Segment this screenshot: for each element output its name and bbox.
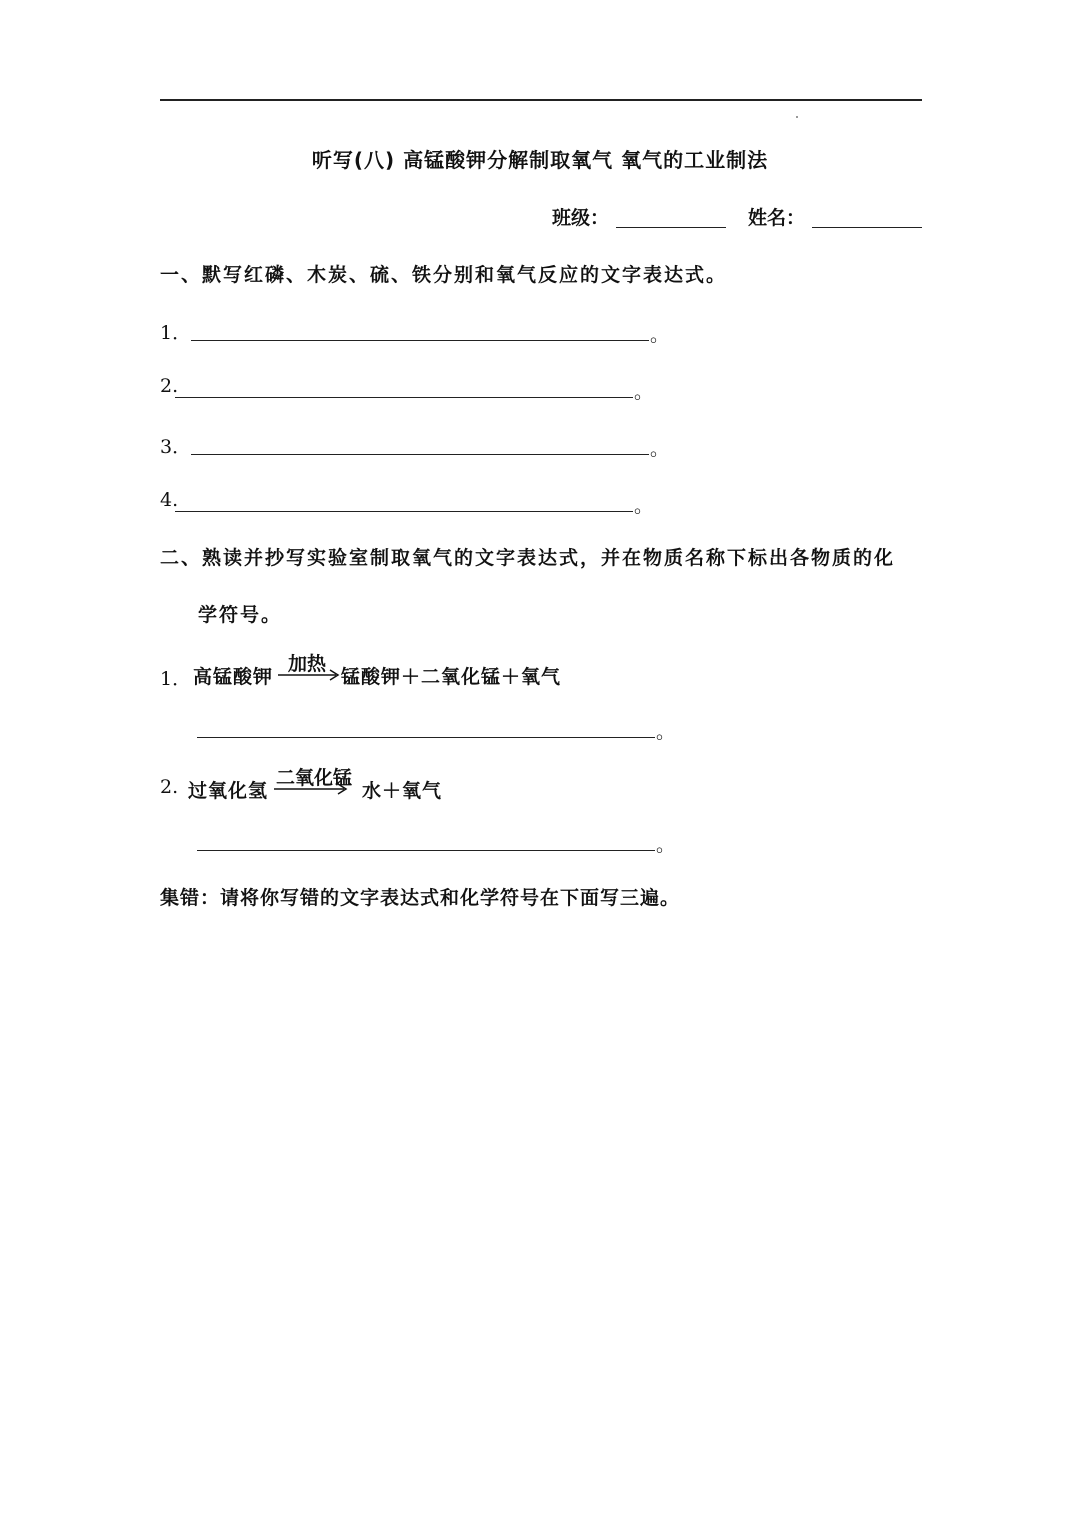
reaction-arrow-icon (274, 782, 350, 796)
item-period: 。 (650, 438, 670, 460)
item-period: 。 (650, 324, 670, 346)
reactant: 高锰酸钾 (193, 666, 274, 688)
answer-blank-eq2[interactable] (197, 850, 655, 851)
reaction-condition: 二氧化锰 (276, 767, 353, 789)
answer-blank-3[interactable] (191, 454, 649, 455)
item-number: 3． (160, 436, 192, 458)
item-period: 。 (656, 721, 676, 743)
class-label: 班级： (552, 207, 610, 229)
answer-blank-4[interactable] (175, 511, 633, 512)
products: 锰酸钾＋二氧化锰＋氧气 (341, 666, 562, 688)
reactant: 过氧化氢 (188, 780, 269, 802)
equation-number: 1． (160, 668, 192, 690)
name-blank[interactable] (812, 227, 922, 228)
reaction-arrow-icon (278, 668, 342, 682)
name-label: 姓名： (748, 207, 806, 229)
class-blank[interactable] (616, 227, 726, 228)
section2-heading: 二、熟读并抄写实验室制取氧气的文字表达式，并在物质名称下标出各物质的化 (160, 547, 896, 569)
reaction-condition: 加热 (288, 653, 327, 675)
item-number: 2. (160, 375, 179, 397)
answer-blank-1[interactable] (191, 340, 649, 341)
answer-blank-2[interactable] (175, 397, 633, 398)
section2-heading-cont: 学符号。 (198, 604, 283, 626)
equation-number: 2. (160, 776, 179, 798)
error-collection-note: 集错：请将你写错的文字表达式和化学符号在下面写三遍。 (160, 887, 681, 909)
page-title: 听写(八) 高锰酸钾分解制取氧气 氧气的工业制法 (311, 148, 769, 172)
item-period: 。 (634, 381, 654, 403)
item-number: 1． (160, 322, 192, 344)
top-rule (160, 99, 922, 101)
item-number: 4. (160, 489, 179, 511)
scan-dot (796, 116, 798, 118)
item-period: 。 (634, 495, 654, 517)
answer-blank-eq1[interactable] (197, 737, 655, 738)
products: 水＋氧气 (362, 780, 443, 802)
item-period: 。 (656, 834, 676, 856)
section1-heading: 一、默写红磷、木炭、硫、铁分别和氧气反应的文字表达式。 (160, 264, 728, 286)
